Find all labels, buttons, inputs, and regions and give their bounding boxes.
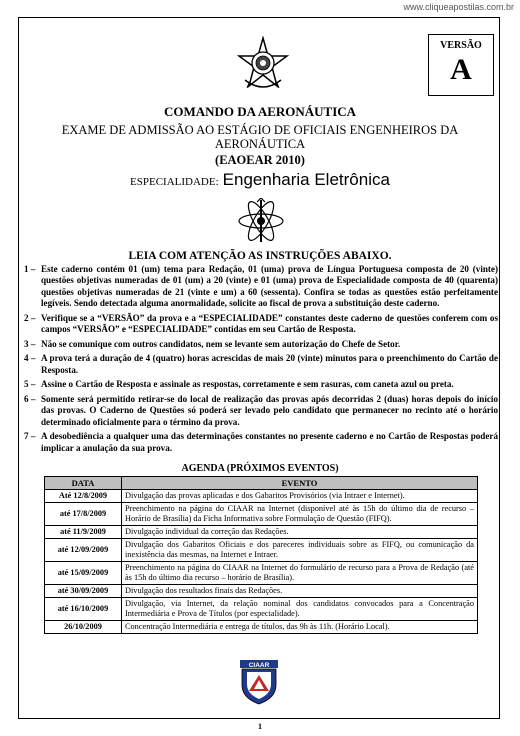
agenda-row <box>45 562 478 585</box>
instruction-number: 4 – <box>24 353 36 364</box>
version-label: VERSÃO <box>440 40 482 51</box>
instruction-number: 6 – <box>24 394 36 404</box>
specialty-line <box>0 170 520 190</box>
instruction-text: A prova terá a duração de 4 (quatro) horas acrescidas de mais 20 (vinte) minutos para o preenchimento do Cartão de Resposta. <box>41 353 498 375</box>
agenda-row <box>45 598 478 621</box>
coat-of-arms-icon <box>235 36 291 92</box>
agenda-date: até 30/09/2009 <box>45 585 122 598</box>
page-number: 1 <box>258 722 262 731</box>
instruction-item <box>24 379 498 390</box>
instruction-text: Assine o Cartão de Resposta e assinale as respostas, corretamente e sem rasuras, com caneta azul ou preta. <box>41 379 454 390</box>
instruction-item <box>24 313 498 336</box>
agenda-event: Divulgação das provas aplicadas e dos Gabaritos Provisórios (via Intraer e Internet). <box>122 490 478 503</box>
agenda-row <box>45 539 478 562</box>
instruction-text: Verifique se a “VERSÃO” da prova e a “ESPECIALIDADE” constantes deste caderno de questões conferem com os campos “VERSÃO” e “ESPECIALIDADE” contidas em seu Cartão de Resposta. <box>41 312 498 335</box>
agenda-event: Divulgação, via Internet, da relação nominal dos candidatos convocados para a Concentração Intermediária e Prova de Títulos (por especialidade). <box>122 598 478 621</box>
agenda-table <box>44 476 478 634</box>
agenda-event: Preenchimento na página do CIAAR na Internet (disponível até às 15h do último dia de recurso – Horário de Brasília) da Ficha Informativa sobre Formulação de Questão (FIFQ). <box>122 503 478 526</box>
agenda-event: Divulgação individual da correção das Redações. <box>122 526 478 539</box>
instruction-number: 7 – <box>24 431 36 442</box>
agenda-row <box>45 503 478 526</box>
version-letter: A <box>450 53 472 86</box>
agenda-row <box>45 621 478 634</box>
agenda-row <box>45 490 478 503</box>
agenda-date: até 15/09/2009 <box>45 562 122 585</box>
instructions-title: LEIA COM ATENÇÃO AS INSTRUÇÕES ABAIXO. <box>128 250 392 262</box>
instruction-number: 2 – <box>24 312 36 323</box>
instruction-item <box>24 431 498 454</box>
agenda-date: 26/10/2009 <box>45 621 122 634</box>
agenda-date: até 17/8/2009 <box>45 503 122 526</box>
agenda-date: até 16/10/2009 <box>45 598 122 621</box>
instruction-number: 5 – <box>24 379 36 390</box>
agenda-event: Divulgação dos resultados finais das Redações. <box>122 585 478 598</box>
instruction-text: A desobediência a qualquer uma das determinações constantes no presente caderno e no Cartão de Respostas poderá implicar a anulação da sua prova. <box>41 431 498 453</box>
agenda-title: AGENDA (PRÓXIMOS EVENTOS) <box>181 463 339 474</box>
atom-emblem-icon <box>236 198 286 244</box>
agenda-row <box>45 585 478 598</box>
instruction-item <box>24 264 498 310</box>
agenda-header-event: EVENTO <box>122 477 478 490</box>
instruction-item <box>24 353 498 376</box>
watermark-url: www.cliqueapostilas.com.br <box>403 2 514 12</box>
instruction-item <box>24 339 498 350</box>
ciaar-logo-icon <box>234 659 284 705</box>
agenda-event: Preenchimento na página do CIAAR na Internet do formulário de recurso para a Prova de Redação (até às 15h do último dia recurso – horário de Brasília). <box>122 562 478 585</box>
instruction-text: Somente será permitido retirar-se do local de realização das provas após decorridas 2 (duas) horas depois do início das provas. O Caderno de Questões só poderá ser levado pelo candidato que permanecer no recinto até o horário determinado oficialmente para o término da prova. <box>41 394 498 427</box>
agenda-date: até 12/09/2009 <box>45 539 122 562</box>
agenda-date: até 11/9/2009 <box>45 526 122 539</box>
agenda-date: Até 12/8/2009 <box>45 490 122 503</box>
version-box <box>428 34 494 96</box>
instructions-list <box>24 264 498 457</box>
instruction-item <box>24 394 498 428</box>
instruction-number: 3 – <box>24 338 36 349</box>
instruction-text: Este caderno contém 01 (um) tema para Redação, 01 (uma) prova de Língua Portuguesa composta de 20 (vinte) questões objetivas numeradas de 01 (um) a 20 (vinte) e 01 (uma) prova de Especialidade composta de 40 (quarenta) questões objetivas numeradas de 21 (vinte e um) a 60 (sessenta). Confira se todas as questões estão perfeitamente legíveis. Sendo detectada alguma anormalidade, solicite ao fiscal de prova a substituição deste caderno. <box>41 264 498 309</box>
ciaar-logo-text: CIAAR <box>248 662 270 669</box>
agenda-header-date: DATA <box>45 477 122 490</box>
agenda-event: Concentração Intermediária e entrega de títulos, das 9h às 11h. (Horário Local). <box>122 621 478 634</box>
agenda-row <box>45 526 478 539</box>
agenda-header-row <box>45 477 478 490</box>
specialty-label: ESPECIALIDADE: <box>130 176 219 188</box>
specialty-value: Engenharia Eletrônica <box>222 170 390 189</box>
exam-code: (EAOEAR 2010) <box>215 153 305 167</box>
command-title: COMANDO DA AERONÁUTICA <box>163 104 357 119</box>
exam-title: EXAME DE ADMISSÃO AO ESTÁGIO DE OFICIAIS ENGENHEIROS DA AERONÁUTICA <box>61 123 459 151</box>
instruction-number: 1 – <box>24 264 36 274</box>
instruction-text: Não se comunique com outros candidatos, nem se levante sem autorização do Chefe de Setor. <box>41 338 401 349</box>
agenda-event: Divulgação dos Gabaritos Oficiais e dos pareceres individuais sobre as FIFQ, ou comunicação da inexistência das mesmas, na Internet e Intraer. <box>122 539 478 562</box>
